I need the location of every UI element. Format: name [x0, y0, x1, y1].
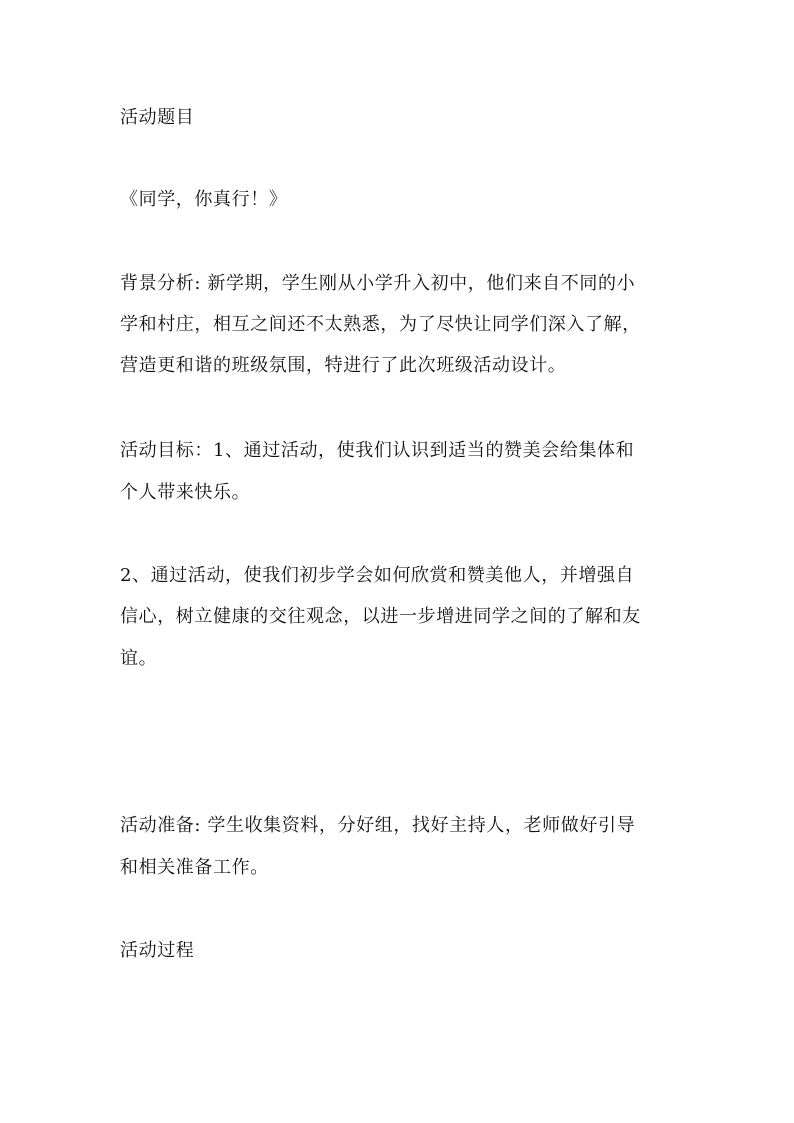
heading-process: 活动过程 [120, 940, 195, 961]
goal-1-line-2: 个人带来快乐。 [120, 482, 251, 503]
preparation-line-2: 和相关准备工作。 [120, 857, 269, 878]
background-line-3: 营造更和谐的班级氛围，特进行了此次班级活动设计。 [120, 355, 567, 376]
heading-activity-title: 活动题目 [120, 107, 195, 128]
preparation-line-1: 活动准备: 学生收集资料，分好组，找好主持人，老师做好引导 [120, 815, 636, 836]
goal-1-line-1: 活动目标：1、通过活动，使我们认识到适当的赞美会给集体和 [120, 440, 635, 461]
goal-2-line-3: 谊。 [120, 648, 158, 669]
activity-name: 《同学，你真行！》 [120, 189, 288, 210]
background-line-1: 背景分析: 新学期，学生刚从小学升入初中，他们来自不同的小 [120, 273, 636, 294]
goal-2-line-2: 信心，树立健康的交往观念，以进一步增进同学之间的了解和友 [120, 606, 641, 627]
goal-2-line-1: 2、通过活动，使我们初步学会如何欣赏和赞美他人，并增强自 [120, 565, 635, 586]
background-line-2: 学和村庄，相互之间还不太熟悉，为了尽快让同学们深入了解， [120, 314, 641, 335]
